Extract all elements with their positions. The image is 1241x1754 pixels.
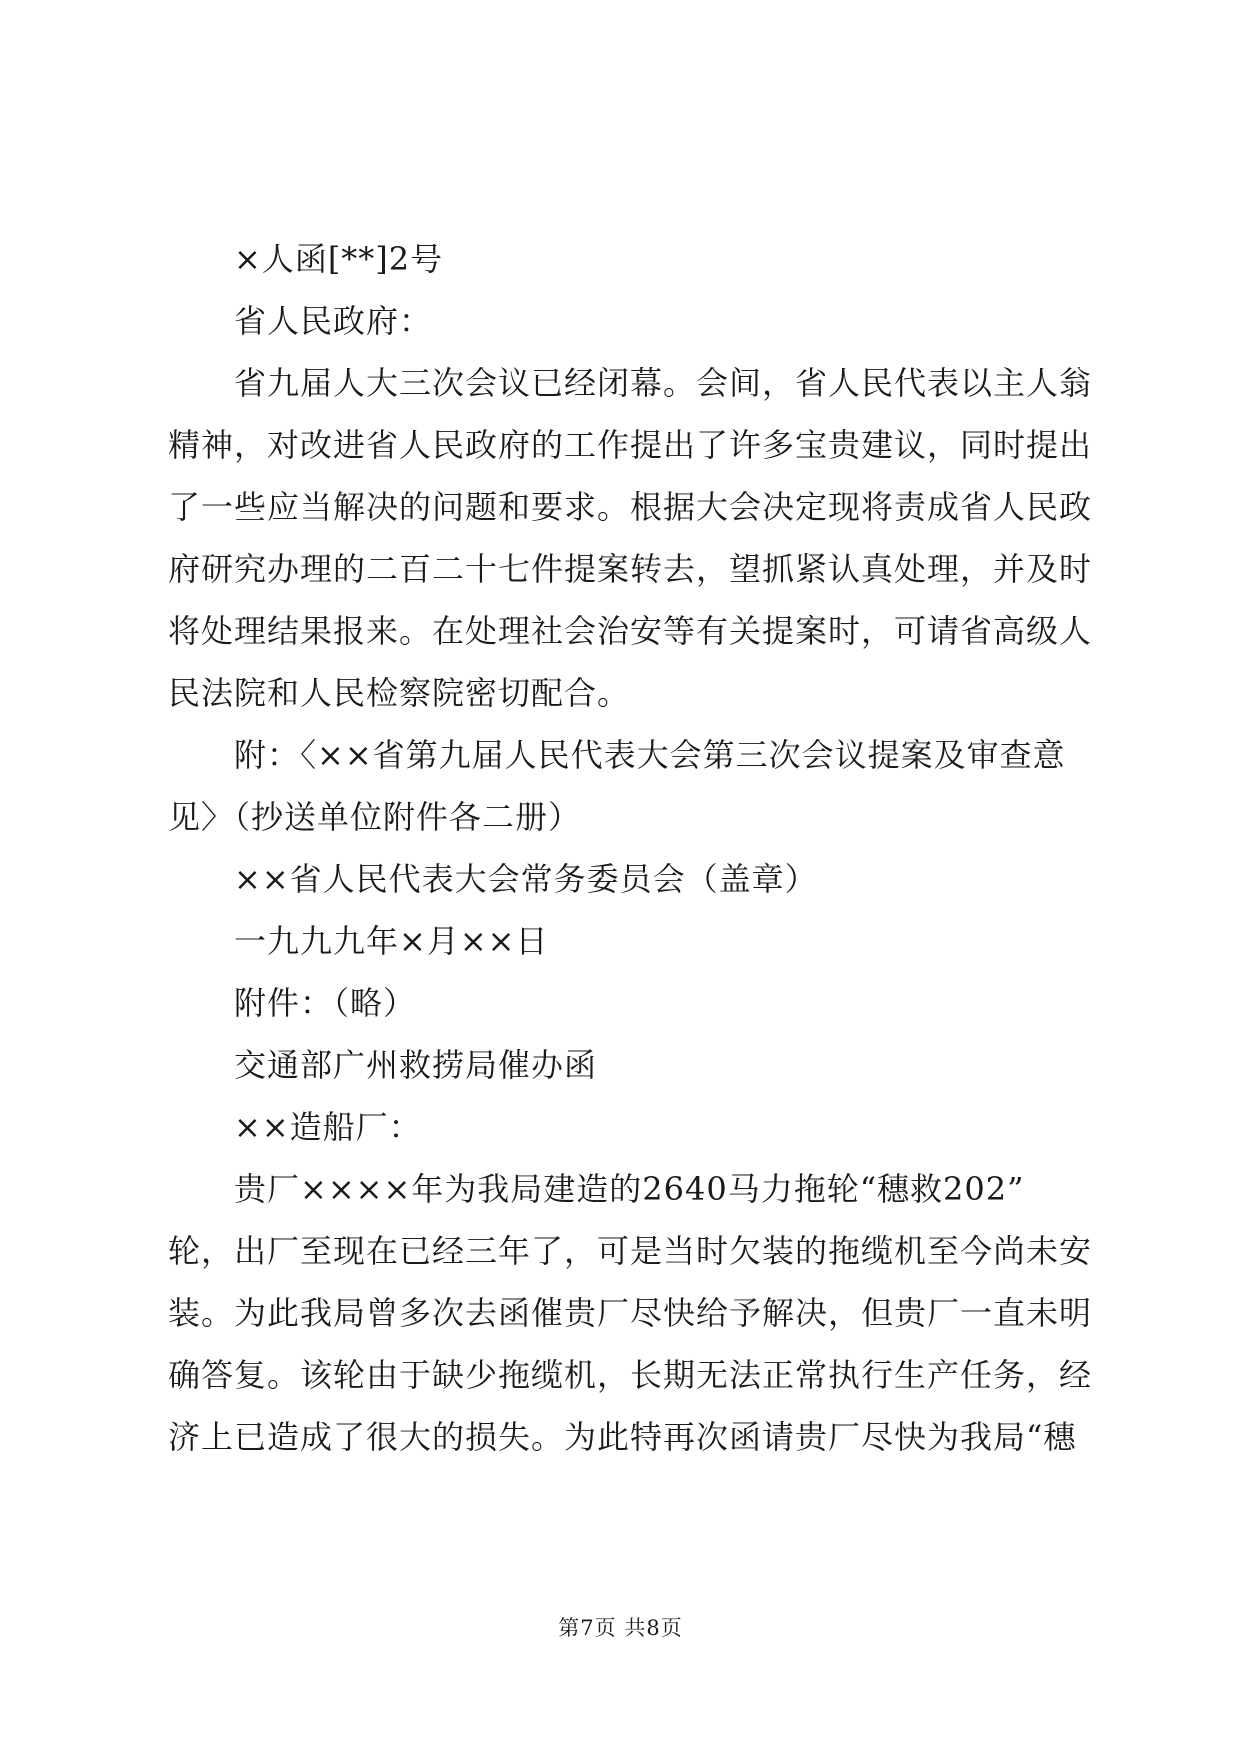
document-body bbox=[168, 228, 1093, 1468]
document-date: 一九九九年×月××日 bbox=[234, 922, 549, 960]
paragraph-line: 济上已造成了很大的损失。为此特再次函请贵厂尽快为我局“穗 bbox=[168, 1418, 1077, 1456]
paragraph-line: 精神，对改进省人民政府的工作提出了许多宝贵建议，同时提出 bbox=[168, 426, 1093, 464]
attachment-label: 附件：（略） bbox=[234, 984, 417, 1022]
paragraph-line: 确答复。该轮由于缺少拖缆机，长期无法正常执行生产任务，经 bbox=[168, 1356, 1093, 1394]
paragraph-line: 省九届人大三次会议已经闭幕。会间，省人民代表以主人翁 bbox=[234, 364, 1093, 402]
letter-title: 交通部广州救捞局催办函 bbox=[234, 1046, 598, 1084]
attachment-note-line: 见〉（抄送单位附件各二册） bbox=[168, 798, 582, 836]
page-number: 第7页 共8页 bbox=[558, 1616, 683, 1640]
sender-signature: ××省人民代表大会常务委员会（盖章） bbox=[234, 860, 818, 898]
salutation: ××造船厂： bbox=[234, 1108, 422, 1146]
paragraph-line: 民法院和人民检察院密切配合。 bbox=[168, 674, 631, 712]
paragraph-line: 了一些应当解决的问题和要求。根据大会决定现将责成省人民政 bbox=[168, 488, 1093, 526]
paragraph-line: 贵厂××××年为我局建造的2640马力拖轮“穗救202” bbox=[234, 1170, 1025, 1208]
paragraph-line: 将处理结果报来。在处理社会治安等有关提案时，可请省高级人 bbox=[168, 612, 1093, 650]
paragraph-line: 轮，出厂至现在已经三年了，可是当时欠装的拖缆机至今尚未安 bbox=[168, 1232, 1093, 1270]
paragraph-line: 府研究办理的二百二十七件提案转去，望抓紧认真处理，并及时 bbox=[168, 550, 1093, 588]
document-reference-number: ×人函[**]2号 bbox=[234, 240, 444, 278]
attachment-note-line: 附：〈××省第九届人民代表大会第三次会议提案及审查意 bbox=[234, 736, 1066, 774]
salutation: 省人民政府： bbox=[234, 302, 433, 340]
paragraph-line: 装。为此我局曾多次去函催贵厂尽快给予解决，但贵厂一直未明 bbox=[168, 1294, 1093, 1332]
